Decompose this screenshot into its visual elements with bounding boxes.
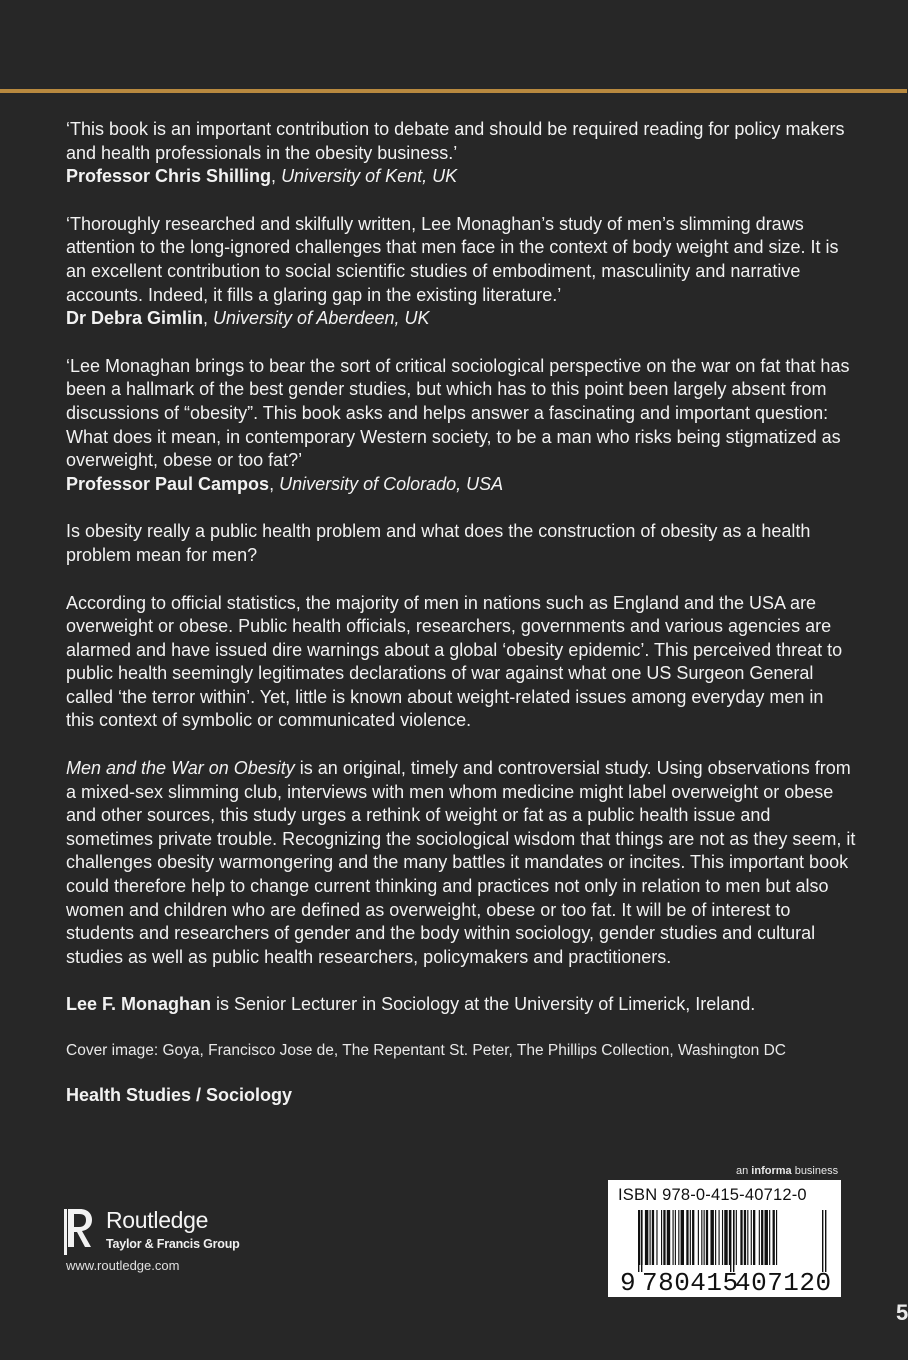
- barcode-bar: [765, 1210, 768, 1265]
- barcode-bar: [663, 1210, 665, 1265]
- barcode-bar: [645, 1210, 648, 1265]
- barcode-bar: [722, 1210, 723, 1265]
- endorser-institution: University of Aberdeen, UK: [213, 308, 430, 329]
- barcode-bar: [724, 1210, 727, 1265]
- barcode-bar: [744, 1210, 746, 1265]
- quote-text: ‘Thoroughly researched and skilfully written, Lee Monaghan’s study of men’s slimming draws attention to the long-ignored challenges that men face in the context of body weight and size. It is an excellent contribution to social scientific studies of embodiment, masculinity and narrative accounts. Indeed, it fills a glaring gap in the existing literature.’: [66, 213, 839, 305]
- back-cover-text: [66, 118, 856, 1106]
- barcode-bar: [751, 1210, 752, 1265]
- barcode-bar: [715, 1210, 716, 1265]
- gold-divider-rule: [0, 89, 907, 93]
- isbn-number: ISBN 978-0-415-40712-0: [618, 1186, 807, 1204]
- barcode-group-2: 407120: [735, 1268, 832, 1298]
- publisher-name: Routledge: [106, 1207, 209, 1233]
- barcode-guard-bar: [822, 1210, 823, 1272]
- endorser-institution: University of Colorado, USA: [279, 473, 504, 494]
- barcode-bar: [698, 1210, 699, 1265]
- barcode-lead-digit: 9: [620, 1268, 636, 1298]
- quote-attribution: Professor Paul Campos, University of Colorado, USA: [66, 473, 504, 494]
- barcode-bar: [761, 1210, 763, 1265]
- barcode-bar: [692, 1210, 694, 1265]
- quote-text: ‘This book is an important contribution to debate and should be required reading for policy makers and health professionals in the obesity business.’: [66, 119, 845, 163]
- barcode-group-1: 780415: [642, 1268, 739, 1298]
- book-title: Men and the War on Obesity: [66, 758, 295, 779]
- endorser-name: Professor Chris Shilling: [66, 166, 272, 187]
- author-bio-text: is Senior Lecturer in Sociology at the University of Limerick, Ireland.: [211, 994, 756, 1015]
- subject-category: Health Studies / Sociology: [66, 1085, 293, 1105]
- barcode-bar: [650, 1210, 651, 1265]
- informa-suffix: business: [791, 1165, 839, 1177]
- barcode-guard-bar: [733, 1210, 734, 1272]
- endorser-institution: University of Kent, UK: [281, 166, 458, 187]
- barcode-bar: [759, 1210, 760, 1265]
- barcode-bar: [652, 1210, 654, 1265]
- barcode-guard-bar: [638, 1210, 639, 1272]
- barcode-bar: [656, 1210, 657, 1265]
- endorser-name: Dr Debra Gimlin: [66, 308, 204, 329]
- barcode-bar: [740, 1210, 742, 1265]
- author-bio: [66, 993, 856, 1017]
- barcode-bar: [776, 1210, 777, 1265]
- barcode-bar: [710, 1210, 713, 1265]
- barcode-bar: [747, 1210, 748, 1265]
- publisher-group: Taylor & Francis Group: [106, 1237, 240, 1251]
- endorser-name: Professor Paul Campos: [66, 473, 270, 494]
- book-description: [66, 757, 856, 969]
- barcode-bar: [661, 1210, 662, 1265]
- barcode-bar: [681, 1210, 684, 1265]
- barcode-guard-bar: [730, 1210, 731, 1272]
- barcode-bar: [719, 1210, 720, 1265]
- barcode-bar: [773, 1210, 775, 1265]
- barcode-bar: [701, 1210, 702, 1265]
- barcode-bar: [704, 1210, 705, 1265]
- barcode-bar: [736, 1210, 737, 1265]
- informa-brand: informa: [751, 1165, 792, 1177]
- informa-tagline: [736, 1165, 838, 1177]
- cover-image-credit: Cover image: Goya, Francisco Jose de, The Repentant St. Peter, The Phillips Collection, Washington DC: [66, 1042, 786, 1059]
- barcode-bar: [675, 1210, 676, 1265]
- publisher-url: www.routledge.com: [66, 1258, 180, 1273]
- barcode-bar: [769, 1210, 770, 1265]
- barcode-guard-bar: [825, 1210, 826, 1272]
- barcode-bar: [686, 1210, 688, 1265]
- barcode-guard-bar: [641, 1210, 642, 1272]
- description-text: is an original, timely and controversial study. Using observations from a mixed-sex slimming club, interviews with men whom medicine might label overweight or obese and other sources, this study urges a rethink of weight or fat as a public health issue and sometimes private trouble. Recognizing the sociological wisdom that things are not as they seem, it challenges obesity warmongering and the many battles it mandates or incites. This important book could therefore help to change current thinking and practices not only in relation to men but also women and children who are defined as overweight, obese or too fat. It will be of interest to students and researchers of gender and the body within sociology, gender studies and cultural studies as well as public health researchers, policymakers and practitioners.: [66, 758, 856, 967]
- endorsement-quote-1: [66, 118, 856, 189]
- publisher-logo: [64, 1205, 284, 1285]
- context-paragraph: According to official statistics, the majority of men in nations such as England and the USA are overweight or obese. Public health officials, researchers, governments and various agencies are alarmed and have issued dire warnings about a global ‘obesity epidemic’. This perceived threat to public health seemingly legitimates declarations of war against what one US Surgeon General called ‘the terror within’. Yet, little is known about weight-related issues among everyday men in this context of symbolic or communicated violence.: [66, 592, 843, 731]
- intro-question: Is obesity really a public health problem and what does the construction of obesity as a health problem mean for men?: [66, 521, 811, 565]
- informa-prefix: an: [736, 1165, 752, 1177]
- quote-attribution: Dr Debra Gimlin, University of Aberdeen, UK: [66, 308, 430, 329]
- endorsement-quote-2: [66, 213, 856, 331]
- barcode-bar: [706, 1210, 708, 1265]
- quote-text: ‘Lee Monaghan brings to bear the sort of critical sociological perspective on the war on fat that has been a hallmark of the best gender studies, but which has to this point been largely absent from discussions of “obesity”. This book asks and helps answer a fascinating and important question: What does it mean, in contemporary Western society, to be a man who risks being stigmatized as overweight, obese or too fat?’: [66, 355, 850, 471]
- author-name: Lee F. Monaghan: [66, 994, 212, 1015]
- spine-edge-mark: 5: [896, 1300, 908, 1325]
- barcode-bar: [690, 1210, 691, 1265]
- barcode-bar: [753, 1210, 755, 1265]
- barcode-bar: [678, 1210, 679, 1265]
- isbn-barcode: [608, 1180, 841, 1297]
- barcode-bar: [673, 1210, 674, 1265]
- endorsement-quote-3: [66, 355, 856, 497]
- routledge-r-icon: [64, 1207, 94, 1255]
- barcode-bar: [667, 1210, 670, 1265]
- barcode-bars: [608, 1180, 841, 1297]
- quote-attribution: Professor Chris Shilling, University of Kent, UK: [66, 166, 458, 187]
